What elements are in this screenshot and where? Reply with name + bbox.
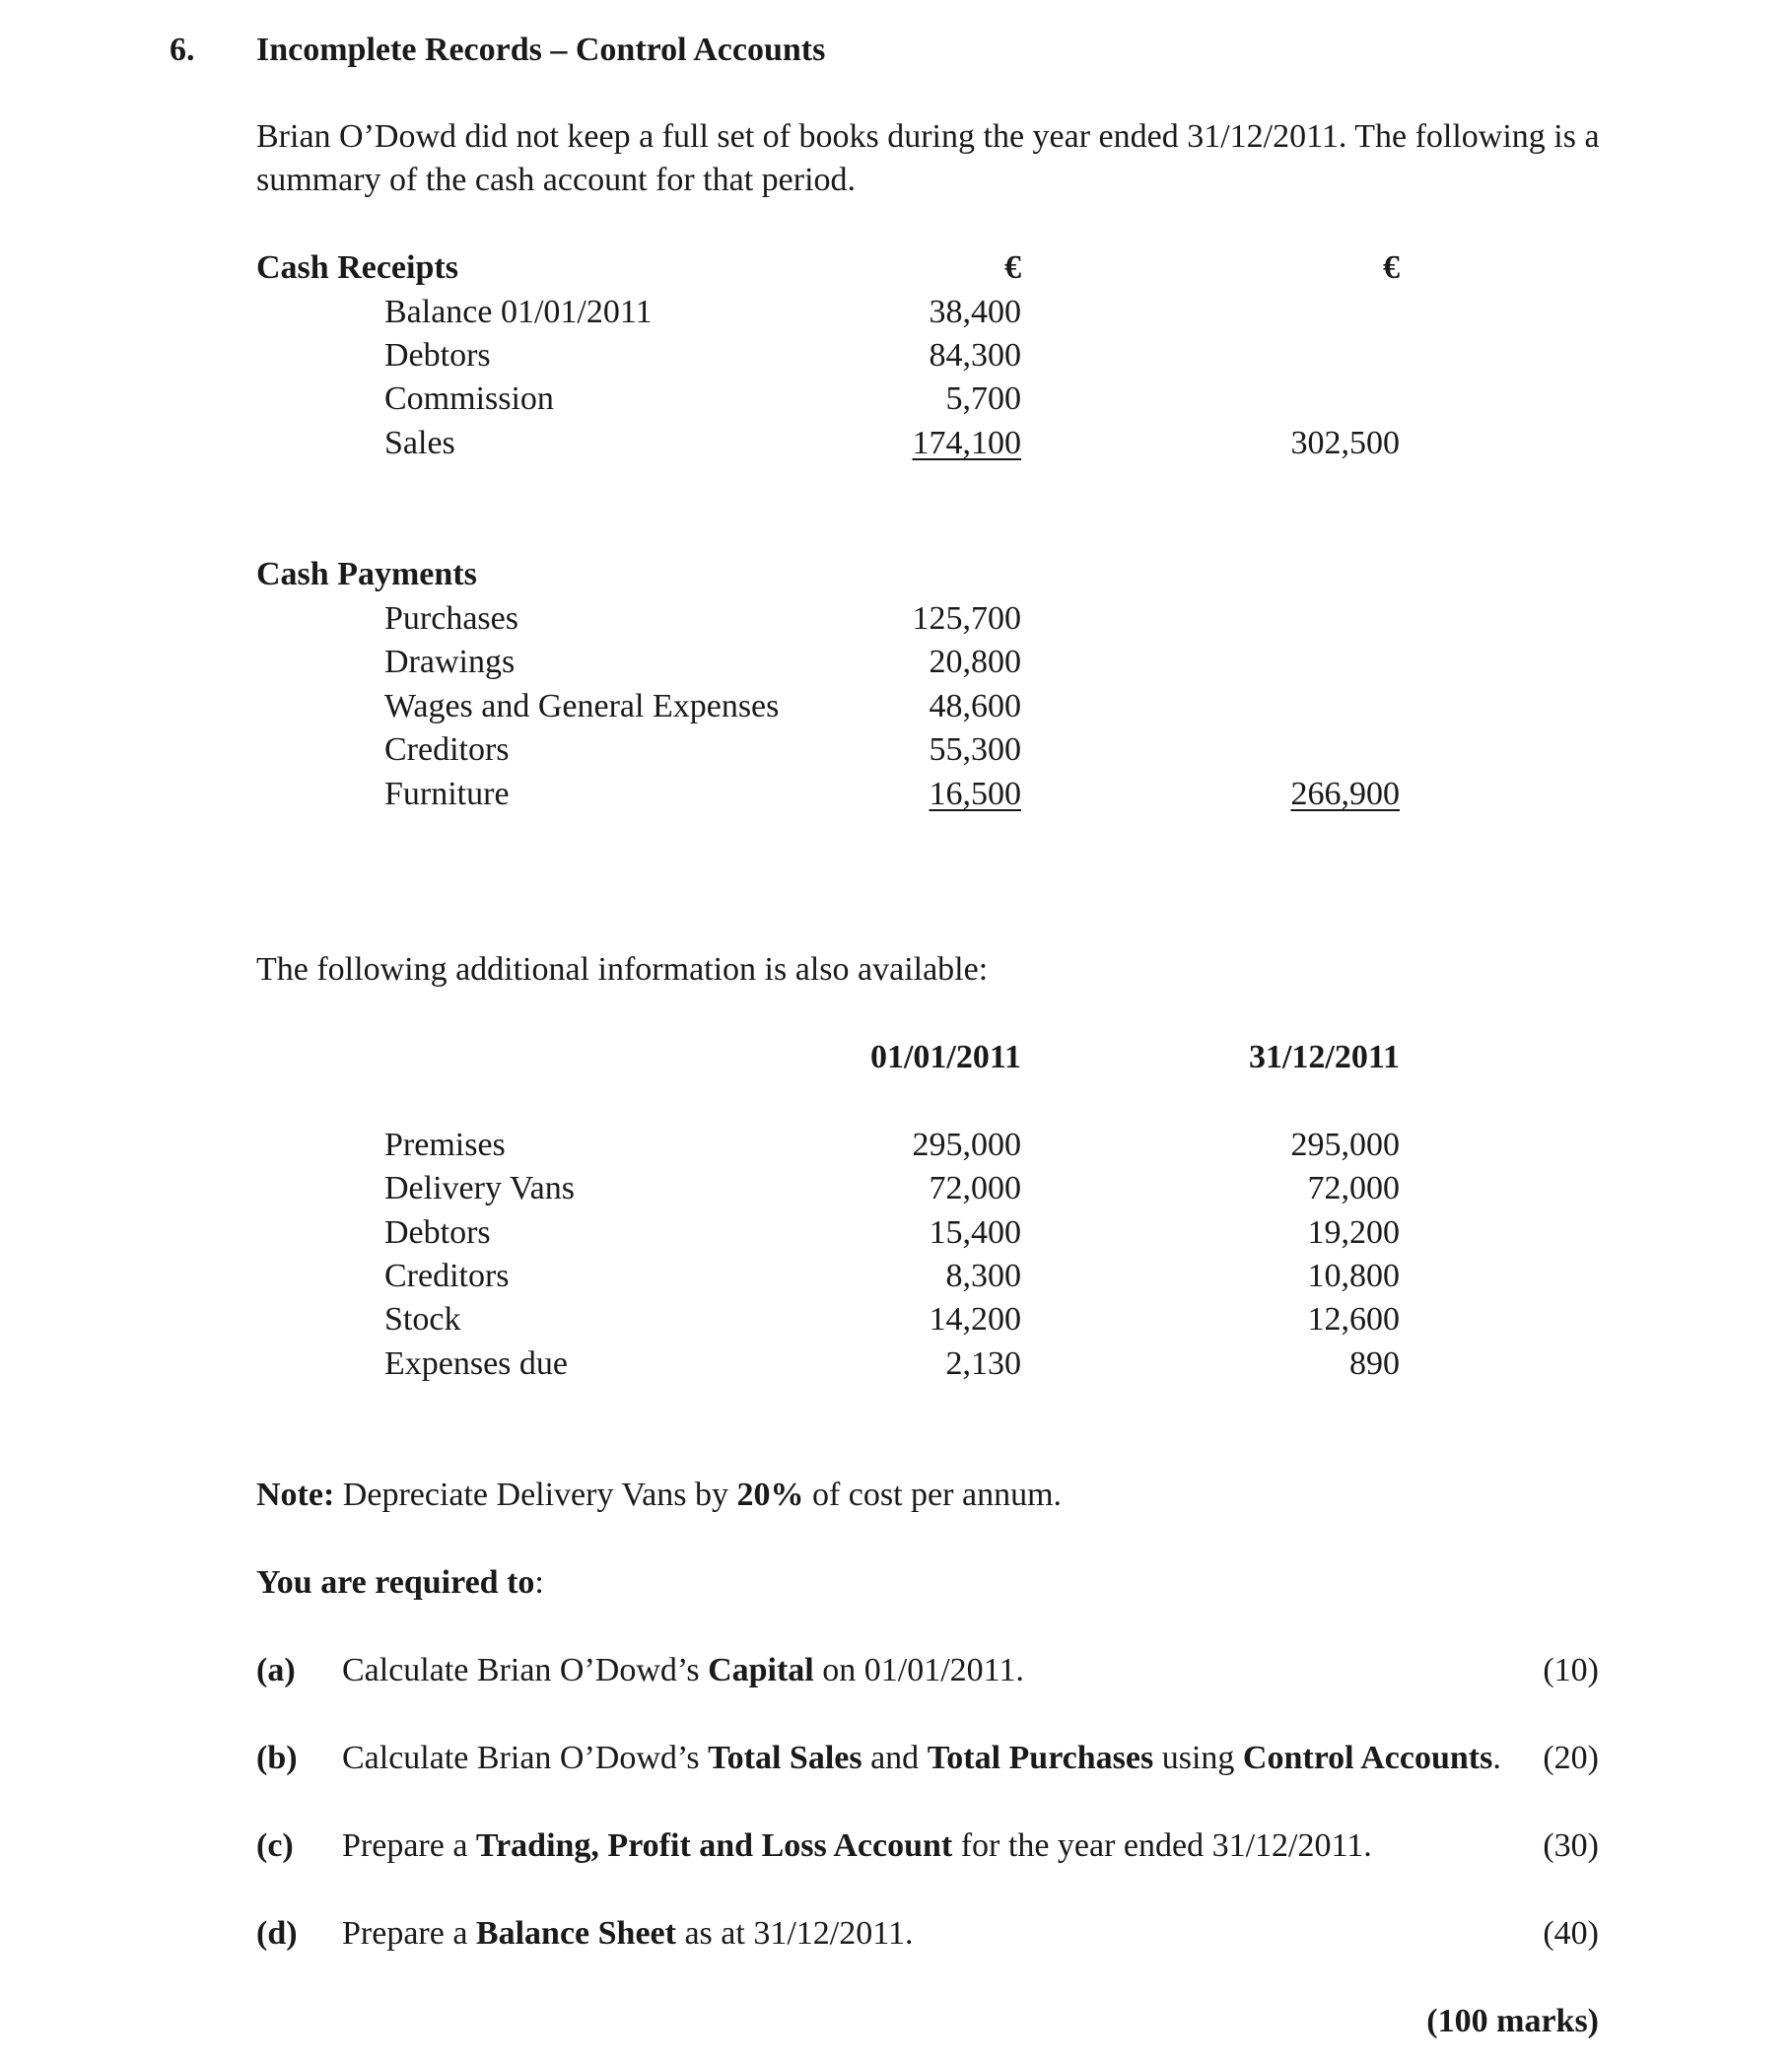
payment-label: Furniture [384,776,510,812]
part-text-bold: Total Sales [708,1740,862,1776]
part-text [342,1829,1372,1863]
payment-amount: 125,700 [912,600,1021,637]
payment-amount: 16,500 [929,776,1021,812]
part-text-segment: . [1492,1740,1501,1776]
note-text-after: of cost per annum. [803,1477,1063,1513]
date-header-start: 01/01/2011 [869,1039,1021,1075]
balance-end: 890 [1349,1345,1400,1382]
part-marks: (30) [1543,1827,1599,1864]
payment-amount: 20,800 [929,644,1021,680]
part-text-segment: for the year ended 31/12/2011. [952,1827,1372,1864]
part-text-segment: Calculate Brian O’Dowd’s [342,1652,709,1688]
date-header-end: 31/12/2011 [1248,1039,1400,1075]
part-marks: (10) [1543,1652,1599,1688]
part-text-segment: as at 31/12/2011. [675,1915,914,1952]
payment-amount: 55,300 [929,731,1021,768]
receipts-total: 302,500 [1290,425,1400,461]
required-colon: : [534,1564,544,1601]
part-text-segment: on 01/01/2011. [813,1652,1024,1688]
receipt-label: Commission [384,380,554,417]
note [256,1478,1062,1512]
part-letter: (a) [256,1652,296,1688]
part-letter: (b) [256,1740,298,1776]
part-text-bold: Capital [708,1652,814,1688]
balance-label: Expenses due [384,1345,569,1382]
currency-column-1: € [1004,249,1021,286]
additional-intro: The following additional information is also available: [256,951,989,988]
balance-start: 72,000 [929,1170,1021,1206]
payment-label: Wages and General Expenses [384,688,780,724]
part-text-bold: Balance Sheet [475,1915,676,1952]
payment-amount: 48,600 [929,688,1021,724]
part-text-bold: Trading, Profit and Loss Account [475,1827,953,1864]
receipt-label: Sales [384,425,455,461]
receipt-amount: 84,300 [929,337,1021,374]
balance-label: Stock [384,1301,461,1338]
receipt-label: Debtors [384,337,491,374]
balance-end: 295,000 [1290,1127,1400,1163]
required-heading: You are required to [256,1564,535,1601]
question-title: Incomplete Records – Control Accounts [256,32,826,68]
receipt-amount: 5,700 [945,380,1021,417]
payment-label: Drawings [384,644,516,680]
part-text [342,1742,1501,1775]
balance-label: Delivery Vans [384,1170,575,1206]
balance-start: 295,000 [912,1127,1021,1163]
payments-total: 266,900 [1290,776,1400,812]
note-percent: 20% [736,1477,804,1513]
cash-payments-heading: Cash Payments [256,556,477,592]
part-letter: (d) [256,1915,298,1952]
receipt-label: Balance 01/01/2011 [384,294,653,330]
part-text-segment: Prepare a [342,1827,476,1864]
receipt-amount: 174,100 [912,425,1021,461]
cash-receipts-heading: Cash Receipts [256,249,458,286]
part-marks: (40) [1543,1915,1599,1952]
total-marks: (100 marks) [1426,2003,1599,2039]
required-heading-line [256,1566,544,1600]
balance-label: Creditors [384,1258,510,1294]
balance-start: 15,400 [929,1214,1021,1251]
balance-label: Debtors [384,1214,491,1251]
balance-end: 19,200 [1307,1214,1400,1251]
part-text [342,1917,913,1951]
payment-label: Creditors [384,731,510,768]
balance-end: 72,000 [1307,1170,1400,1206]
part-text [342,1654,1024,1687]
payment-label: Purchases [384,600,518,637]
part-text-segment: and [862,1740,928,1776]
part-text-segment: using [1153,1740,1243,1776]
part-text-bold: Control Accounts [1242,1740,1493,1776]
balance-start: 14,200 [929,1301,1021,1338]
balance-start: 8,300 [945,1258,1021,1294]
note-label: Note: [256,1477,335,1513]
question-number: 6. [170,32,195,68]
part-marks: (20) [1543,1740,1599,1776]
balance-label: Premises [384,1127,506,1163]
part-text-segment: Calculate Brian O’Dowd’s [342,1740,709,1776]
note-text-before: Depreciate Delivery Vans by [334,1477,737,1513]
intro-line-2: summary of the cash account for that period. [256,162,857,198]
intro-line-1: Brian O’Dowd did not keep a full set of books during the year ended 31/12/2011. The following is a [256,118,1600,155]
receipt-amount: 38,400 [929,294,1021,330]
part-text-bold: Total Purchases [927,1740,1154,1776]
balance-end: 12,600 [1307,1301,1400,1338]
part-letter: (c) [256,1827,294,1864]
balance-end: 10,800 [1307,1258,1400,1294]
balance-start: 2,130 [945,1345,1021,1382]
currency-column-2: € [1383,249,1400,286]
part-text-segment: Prepare a [342,1915,476,1952]
